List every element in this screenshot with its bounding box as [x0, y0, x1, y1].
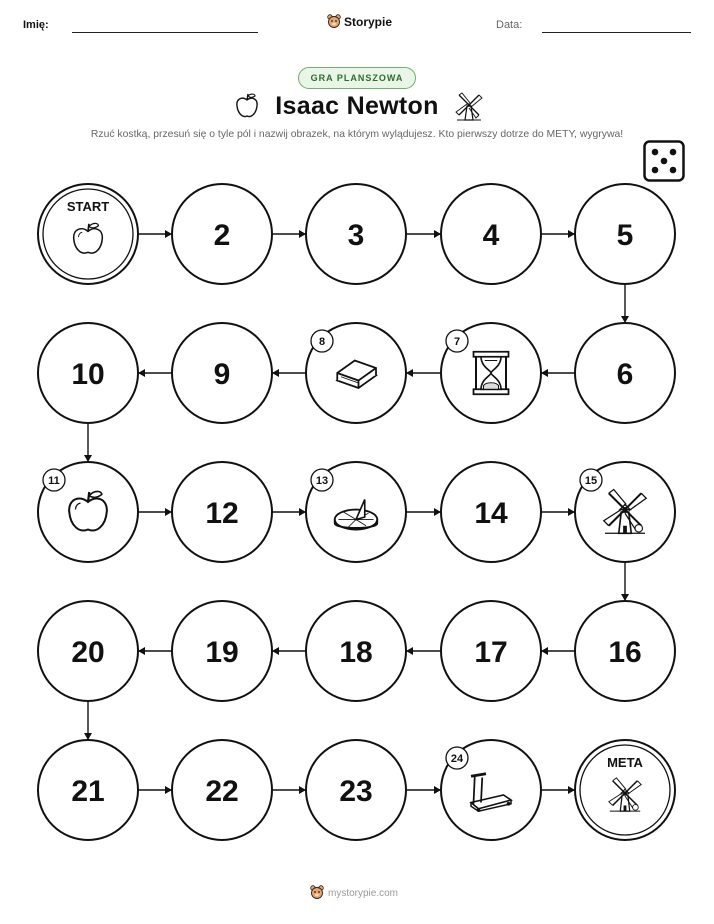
cell-number: 9 — [213, 358, 231, 391]
cell-number: 20 — [71, 636, 105, 669]
path-arrow — [621, 284, 629, 323]
board-cell-18 — [306, 601, 406, 701]
cell-number: 24 — [450, 753, 464, 765]
path-arrow — [138, 369, 172, 377]
date-label: Data: — [496, 19, 523, 31]
cell-number: 14 — [474, 497, 508, 530]
board-cell-20 — [38, 601, 138, 701]
cell-number-badge — [43, 469, 65, 491]
board-cell-14 — [441, 462, 541, 562]
cell-number: 18 — [339, 636, 373, 669]
finish-label: META — [607, 755, 643, 770]
path-arrow — [138, 786, 172, 794]
game-type-badge: GRA PLANSZOWA — [298, 67, 416, 89]
cell-number: 19 — [205, 636, 239, 669]
cell-number: 2 — [213, 219, 231, 252]
board-cell-19 — [172, 601, 272, 701]
path-arrow — [406, 369, 441, 377]
board-cell-15 — [575, 462, 675, 562]
path-arrow — [272, 230, 306, 238]
cell-number: 7 — [453, 336, 461, 348]
path-arrow — [84, 701, 92, 740]
cell-number-badge — [311, 330, 333, 352]
cell-number: 5 — [616, 219, 634, 252]
name-label: Imię: — [23, 19, 49, 31]
cell-number-badge — [446, 747, 468, 769]
path-arrow — [138, 508, 172, 516]
game-instructions: Rzuć kostką, przesuń się o tyle pól i nazwij obrazek, na którym wylądujesz. Kto pierwszy dotrze do METY, wygrywa! — [90, 129, 624, 140]
cell-number: 11 — [48, 475, 60, 487]
footer — [310, 885, 398, 901]
path-arrow — [138, 647, 172, 655]
board-cell-6 — [575, 323, 675, 423]
path-arrow — [406, 508, 441, 516]
path-arrow — [272, 786, 306, 794]
cell-number: 15 — [584, 475, 598, 487]
board-cell-21 — [38, 740, 138, 840]
cell-number: 8 — [318, 336, 326, 348]
page-title: Isaac Newton — [275, 92, 439, 120]
path-arrow — [541, 786, 575, 794]
board-cell-finish — [575, 740, 675, 840]
brand-name: Storypie — [344, 15, 393, 29]
path-arrow — [541, 508, 575, 516]
cell-number: 13 — [315, 475, 329, 487]
board-cell-12 — [172, 462, 272, 562]
cell-number: 17 — [474, 636, 508, 669]
board-cell-start — [38, 184, 138, 284]
cell-number-badge — [580, 469, 602, 491]
path-arrow — [272, 508, 306, 516]
board-cell-7 — [441, 323, 541, 423]
cell-number: 6 — [616, 358, 634, 391]
path-arrow — [272, 647, 306, 655]
footer-url: mystorypie.com — [328, 887, 399, 899]
board-cell-11 — [38, 462, 138, 562]
board-cell-3 — [306, 184, 406, 284]
board-cell-4 — [441, 184, 541, 284]
path-arrow — [541, 647, 575, 655]
cell-number: 12 — [205, 497, 239, 530]
path-arrow — [406, 647, 441, 655]
board-cell-5 — [575, 184, 675, 284]
cell-number: 16 — [608, 636, 642, 669]
board-cell-2 — [172, 184, 272, 284]
path-arrow — [406, 230, 441, 238]
board-cell-8 — [306, 323, 406, 423]
path-arrow — [621, 562, 629, 601]
board-cell-10 — [38, 323, 138, 423]
board-cell-24 — [441, 740, 541, 840]
path-arrow — [541, 230, 575, 238]
path-arrow — [406, 786, 441, 794]
bear-icon — [310, 885, 324, 901]
cell-number: 21 — [71, 775, 105, 808]
board-cell-13 — [306, 462, 406, 562]
path-arrow — [84, 423, 92, 462]
path-arrow — [272, 369, 306, 377]
board-cell-16 — [575, 601, 675, 701]
cell-number: 3 — [347, 219, 365, 252]
start-label: START — [66, 199, 110, 214]
cell-number: 4 — [482, 219, 500, 252]
board-cell-9 — [172, 323, 272, 423]
board-cell-23 — [306, 740, 406, 840]
board-cell-17 — [441, 601, 541, 701]
cell-number: 10 — [71, 358, 105, 391]
path-arrow — [138, 230, 172, 238]
cell-number-badge — [311, 469, 333, 491]
cell-number-badge — [446, 330, 468, 352]
path-arrow — [541, 369, 575, 377]
board-cell-22 — [172, 740, 272, 840]
cell-number: 22 — [205, 775, 239, 808]
cell-number: 23 — [339, 775, 373, 808]
